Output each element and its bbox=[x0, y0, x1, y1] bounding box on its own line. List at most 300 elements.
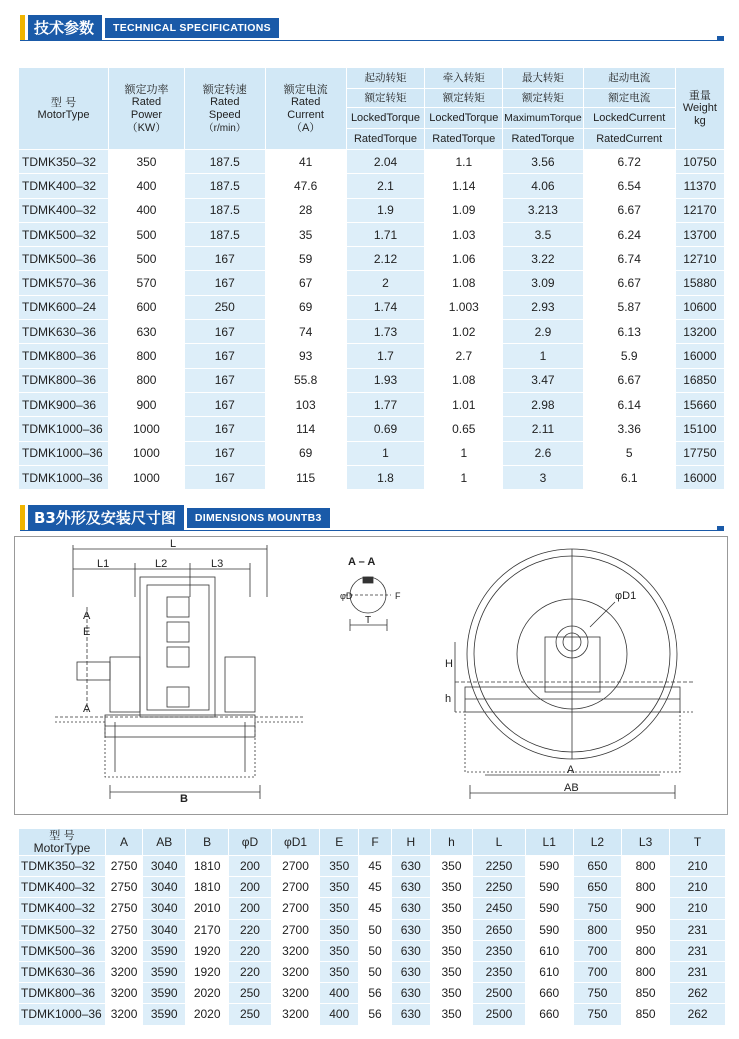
table-cell: 200 bbox=[229, 898, 272, 919]
table-cell: 350 bbox=[430, 961, 473, 982]
th-speed: 额定转速 Rated Speed （r/min） bbox=[184, 68, 265, 150]
table-cell: 2750 bbox=[105, 877, 142, 898]
table-cell: 850 bbox=[622, 983, 670, 1004]
th-pull-torque-en2: RatedTorque bbox=[425, 129, 503, 150]
table-cell: 400 bbox=[109, 174, 185, 198]
table-cell: 3200 bbox=[271, 1004, 320, 1025]
label-L: L bbox=[170, 538, 177, 550]
th-start-current-en1: LockedCurrent bbox=[583, 108, 675, 129]
table-cell: 2.7 bbox=[425, 344, 503, 368]
table-cell: 3200 bbox=[105, 983, 142, 1004]
table-cell: 400 bbox=[109, 198, 185, 222]
table-cell: 262 bbox=[670, 983, 726, 1004]
table-cell: 210 bbox=[670, 877, 726, 898]
table-cell: 200 bbox=[229, 856, 272, 877]
table-cell: 1810 bbox=[186, 856, 229, 877]
table-cell: 800 bbox=[622, 856, 670, 877]
table-cell: 56 bbox=[359, 983, 392, 1004]
table-cell: 350 bbox=[430, 919, 473, 940]
bearing-right bbox=[225, 657, 255, 712]
th-current: 额定电流 Rated Current （A） bbox=[265, 68, 346, 150]
th-dim-model: 型 号 MotorType bbox=[19, 829, 106, 856]
section-title-dimensions bbox=[20, 505, 330, 531]
table-row bbox=[19, 392, 725, 416]
table-cell: 2.1 bbox=[346, 174, 425, 198]
table-cell: 187.5 bbox=[184, 222, 265, 246]
table-cell: 3.5 bbox=[503, 222, 583, 246]
table-row bbox=[19, 877, 726, 898]
table-cell: 2700 bbox=[271, 919, 320, 940]
cell-model: TDMK500–32 bbox=[19, 222, 109, 246]
table-cell: 50 bbox=[359, 940, 392, 961]
table-row bbox=[19, 465, 725, 489]
th-start-torque-cn2: 额定转矩 bbox=[346, 89, 425, 108]
table-cell: 2.98 bbox=[503, 392, 583, 416]
table-cell: 660 bbox=[525, 1004, 573, 1025]
table-cell: 1.06 bbox=[425, 247, 503, 271]
motor-drawing-svg bbox=[15, 537, 727, 814]
table-cell: 167 bbox=[184, 417, 265, 441]
table-cell: 630 bbox=[391, 877, 430, 898]
th-dim-col: L2 bbox=[573, 829, 621, 856]
table-cell: 2010 bbox=[186, 898, 229, 919]
table-cell: 167 bbox=[184, 392, 265, 416]
label-phiD1: φD1 bbox=[615, 590, 637, 602]
section-divider-cap bbox=[717, 526, 724, 531]
table-cell: 800 bbox=[109, 344, 185, 368]
table-cell: 1.71 bbox=[346, 222, 425, 246]
table-cell: 3200 bbox=[271, 983, 320, 1004]
table-cell: 630 bbox=[109, 320, 185, 344]
table-cell: 2500 bbox=[473, 983, 525, 1004]
table-cell: 187.5 bbox=[184, 174, 265, 198]
cell-model: TDMK400–32 bbox=[19, 198, 109, 222]
table-cell: 47.6 bbox=[265, 174, 346, 198]
table-cell: 15660 bbox=[675, 392, 724, 416]
table-cell: 3.56 bbox=[503, 150, 583, 174]
table-cell: 350 bbox=[320, 856, 359, 877]
table-cell: 69 bbox=[265, 441, 346, 465]
table-cell: 4.06 bbox=[503, 174, 583, 198]
th-max-torque-en1: MaximumTorque bbox=[503, 108, 583, 129]
table-cell: 3.09 bbox=[503, 271, 583, 295]
table-cell: 2.93 bbox=[503, 295, 583, 319]
th-start-current-en2: RatedCurrent bbox=[583, 129, 675, 150]
table-cell: 5 bbox=[583, 441, 675, 465]
th-start-torque-en2: RatedTorque bbox=[346, 129, 425, 150]
th-start-current-cn: 起动电流 bbox=[583, 68, 675, 89]
table-cell: 6.24 bbox=[583, 222, 675, 246]
table-cell: 750 bbox=[573, 983, 621, 1004]
table-row bbox=[19, 368, 725, 392]
table-cell: 5.87 bbox=[583, 295, 675, 319]
table-cell: 350 bbox=[109, 150, 185, 174]
table-cell: 167 bbox=[184, 320, 265, 344]
table-row bbox=[19, 417, 725, 441]
th-dim-col: AB bbox=[143, 829, 186, 856]
label-A-top: A bbox=[83, 610, 91, 622]
th-dim-col: A bbox=[105, 829, 142, 856]
cell-model: TDMK350–32 bbox=[19, 856, 106, 877]
th-dim-col: h bbox=[430, 829, 473, 856]
table-cell: 500 bbox=[109, 247, 185, 271]
table-cell: 2700 bbox=[271, 856, 320, 877]
table-cell: 650 bbox=[573, 856, 621, 877]
table-cell: 1.01 bbox=[425, 392, 503, 416]
table-cell: 350 bbox=[320, 940, 359, 961]
title-accent bbox=[20, 15, 25, 41]
th-pull-torque-cn: 牵入转矩 bbox=[425, 68, 503, 89]
table-row bbox=[19, 247, 725, 271]
table-cell: 3590 bbox=[143, 1004, 186, 1025]
th-weight: 重量 Weight kg bbox=[675, 68, 724, 150]
cell-model: TDMK800–36 bbox=[19, 344, 109, 368]
table-cell: 3200 bbox=[271, 940, 320, 961]
table-cell: 2650 bbox=[473, 919, 525, 940]
label-B: B bbox=[180, 793, 188, 805]
table-cell: 11370 bbox=[675, 174, 724, 198]
table-row bbox=[19, 961, 726, 982]
table-cell: 93 bbox=[265, 344, 346, 368]
table-cell: 167 bbox=[184, 271, 265, 295]
section-title-en: TECHNICAL SPECIFICATIONS bbox=[105, 18, 279, 38]
table-row bbox=[19, 983, 726, 1004]
table-cell: 800 bbox=[109, 368, 185, 392]
table-cell: 2170 bbox=[186, 919, 229, 940]
table-cell: 350 bbox=[430, 983, 473, 1004]
table-cell: 231 bbox=[670, 940, 726, 961]
table-cell: 350 bbox=[430, 940, 473, 961]
th-start-current-cn2: 额定电流 bbox=[583, 89, 675, 108]
table-cell: 700 bbox=[573, 940, 621, 961]
table-cell: 114 bbox=[265, 417, 346, 441]
label-H: H bbox=[445, 658, 453, 670]
table-cell: 2.12 bbox=[346, 247, 425, 271]
table-row bbox=[19, 150, 725, 174]
table-row bbox=[19, 940, 726, 961]
th-dim-col: E bbox=[320, 829, 359, 856]
table-cell: 210 bbox=[670, 856, 726, 877]
table-cell: 800 bbox=[573, 919, 621, 940]
table-cell: 3040 bbox=[143, 919, 186, 940]
table-cell: 900 bbox=[622, 898, 670, 919]
table-cell: 6.67 bbox=[583, 198, 675, 222]
cell-model: TDMK400–32 bbox=[19, 174, 109, 198]
table-cell: 5.9 bbox=[583, 344, 675, 368]
cell-model: TDMK500–36 bbox=[19, 940, 106, 961]
table-cell: 1 bbox=[346, 441, 425, 465]
table-cell: 0.65 bbox=[425, 417, 503, 441]
table-cell: 28 bbox=[265, 198, 346, 222]
dimension-drawing bbox=[14, 536, 728, 815]
table-cell: 590 bbox=[525, 877, 573, 898]
table-cell: 610 bbox=[525, 940, 573, 961]
section-title-cn: B3外形及安装尺寸图 bbox=[28, 505, 184, 531]
th-dim-col: L bbox=[473, 829, 525, 856]
th-dim-col: φD bbox=[229, 829, 272, 856]
shaft-end bbox=[77, 662, 110, 680]
table-cell: 630 bbox=[391, 919, 430, 940]
table-cell: 13200 bbox=[675, 320, 724, 344]
table-cell: 400 bbox=[320, 983, 359, 1004]
table-cell: 6.14 bbox=[583, 392, 675, 416]
table-row bbox=[19, 198, 725, 222]
table-cell: 1.9 bbox=[346, 198, 425, 222]
label-A-bottom: A bbox=[83, 703, 91, 715]
table-cell: 900 bbox=[109, 392, 185, 416]
table-cell: 15880 bbox=[675, 271, 724, 295]
section-divider bbox=[20, 40, 724, 41]
table-cell: 220 bbox=[229, 961, 272, 982]
table-cell: 2450 bbox=[473, 898, 525, 919]
table-cell: 2700 bbox=[271, 898, 320, 919]
table-cell: 250 bbox=[229, 983, 272, 1004]
table-cell: 6.74 bbox=[583, 247, 675, 271]
th-max-torque-en2: RatedTorque bbox=[503, 129, 583, 150]
table-cell: 16850 bbox=[675, 368, 724, 392]
cell-model: TDMK900–36 bbox=[19, 392, 109, 416]
table-cell: 1.73 bbox=[346, 320, 425, 344]
table-cell: 13700 bbox=[675, 222, 724, 246]
table-cell: 3.47 bbox=[503, 368, 583, 392]
table-cell: 200 bbox=[229, 877, 272, 898]
table-cell: 2700 bbox=[271, 877, 320, 898]
table-cell: 1000 bbox=[109, 465, 185, 489]
table-row bbox=[19, 344, 725, 368]
th-dim-col: L3 bbox=[622, 829, 670, 856]
table-cell: 3 bbox=[503, 465, 583, 489]
th-pull-torque-cn2: 额定转矩 bbox=[425, 89, 503, 108]
section-title-specs bbox=[20, 15, 279, 41]
table-cell: 1000 bbox=[109, 441, 185, 465]
table-cell: 2 bbox=[346, 271, 425, 295]
th-dim-col: φD1 bbox=[271, 829, 320, 856]
table-cell: 3040 bbox=[143, 898, 186, 919]
cell-model: TDMK400–32 bbox=[19, 898, 106, 919]
table-cell: 1.93 bbox=[346, 368, 425, 392]
th-pull-torque-en1: LockedTorque bbox=[425, 108, 503, 129]
table-cell: 3.22 bbox=[503, 247, 583, 271]
table-cell: 3200 bbox=[105, 940, 142, 961]
table-cell: 800 bbox=[622, 940, 670, 961]
table-cell: 500 bbox=[109, 222, 185, 246]
table-cell: 6.54 bbox=[583, 174, 675, 198]
cell-model: TDMK500–36 bbox=[19, 247, 109, 271]
table-row bbox=[19, 1004, 726, 1025]
table-cell: 45 bbox=[359, 856, 392, 877]
table-cell: 16000 bbox=[675, 465, 724, 489]
table-row bbox=[19, 320, 725, 344]
table-cell: 3200 bbox=[105, 1004, 142, 1025]
table-cell: 1 bbox=[503, 344, 583, 368]
table-cell: 2350 bbox=[473, 961, 525, 982]
table-row bbox=[19, 856, 726, 877]
table-cell: 35 bbox=[265, 222, 346, 246]
table-cell: 1.03 bbox=[425, 222, 503, 246]
table-cell: 3.36 bbox=[583, 417, 675, 441]
table-cell: 1.77 bbox=[346, 392, 425, 416]
table-cell: 350 bbox=[320, 877, 359, 898]
label-h: h bbox=[445, 693, 452, 705]
table-cell: 1.1 bbox=[425, 150, 503, 174]
table-row bbox=[19, 271, 725, 295]
title-accent bbox=[20, 505, 25, 531]
table-cell: 2750 bbox=[105, 919, 142, 940]
table-cell: 2350 bbox=[473, 940, 525, 961]
table-cell: 350 bbox=[430, 877, 473, 898]
table-cell: 17750 bbox=[675, 441, 724, 465]
table-cell: 400 bbox=[320, 1004, 359, 1025]
section-divider bbox=[20, 530, 724, 531]
table-cell: 1.74 bbox=[346, 295, 425, 319]
table-cell: 220 bbox=[229, 919, 272, 940]
section-title-en: DIMENSIONS MOUNTB3 bbox=[187, 508, 330, 528]
table-row bbox=[19, 919, 726, 940]
table-cell: 16000 bbox=[675, 344, 724, 368]
table-cell: 167 bbox=[184, 368, 265, 392]
table-cell: 610 bbox=[525, 961, 573, 982]
table-cell: 800 bbox=[622, 877, 670, 898]
table-cell: 0.69 bbox=[346, 417, 425, 441]
table-row bbox=[19, 441, 725, 465]
base-end bbox=[465, 687, 680, 712]
table-cell: 262 bbox=[670, 1004, 726, 1025]
table-cell: 187.5 bbox=[184, 198, 265, 222]
table-cell: 103 bbox=[265, 392, 346, 416]
table-cell: 700 bbox=[573, 961, 621, 982]
table-cell: 6.67 bbox=[583, 271, 675, 295]
label-L3: L3 bbox=[211, 558, 224, 570]
table-cell: 59 bbox=[265, 247, 346, 271]
th-start-torque-en1: LockedTorque bbox=[346, 108, 425, 129]
table-cell: 250 bbox=[184, 295, 265, 319]
label-F: F bbox=[395, 591, 401, 601]
th-max-torque-cn: 最大转矩 bbox=[503, 68, 583, 89]
cell-model: TDMK350–32 bbox=[19, 150, 109, 174]
table-row bbox=[19, 222, 725, 246]
cell-model: TDMK1000–36 bbox=[19, 465, 109, 489]
table-cell: 1.08 bbox=[425, 271, 503, 295]
table-cell: 3040 bbox=[143, 856, 186, 877]
table-cell: 350 bbox=[320, 898, 359, 919]
label-phiD: φD bbox=[340, 591, 353, 601]
table-cell: 850 bbox=[622, 1004, 670, 1025]
th-dim-col: B bbox=[186, 829, 229, 856]
th-dim-col: L1 bbox=[525, 829, 573, 856]
table-cell: 2.11 bbox=[503, 417, 583, 441]
cell-model: TDMK630–36 bbox=[19, 961, 106, 982]
cell-model: TDMK630–36 bbox=[19, 320, 109, 344]
table-cell: 50 bbox=[359, 961, 392, 982]
table-cell: 350 bbox=[320, 961, 359, 982]
table-cell: 250 bbox=[229, 1004, 272, 1025]
table-cell: 10600 bbox=[675, 295, 724, 319]
table-cell: 630 bbox=[391, 898, 430, 919]
table-cell: 45 bbox=[359, 898, 392, 919]
table-row bbox=[19, 295, 725, 319]
table-cell: 1920 bbox=[186, 940, 229, 961]
label-L1: L1 bbox=[97, 558, 110, 570]
table-cell: 41 bbox=[265, 150, 346, 174]
table-cell: 3200 bbox=[271, 961, 320, 982]
table-cell: 650 bbox=[573, 877, 621, 898]
table-cell: 210 bbox=[670, 898, 726, 919]
section-title-cn: 技术参数 bbox=[28, 15, 102, 41]
table-cell: 69 bbox=[265, 295, 346, 319]
table-cell: 570 bbox=[109, 271, 185, 295]
table-cell: 1810 bbox=[186, 877, 229, 898]
table-cell: 56 bbox=[359, 1004, 392, 1025]
table-cell: 660 bbox=[525, 983, 573, 1004]
th-start-torque-cn: 起动转矩 bbox=[346, 68, 425, 89]
table-cell: 630 bbox=[391, 961, 430, 982]
table-cell: 590 bbox=[525, 856, 573, 877]
label-A: A bbox=[567, 764, 575, 776]
section-divider-cap bbox=[717, 36, 724, 41]
table-cell: 630 bbox=[391, 983, 430, 1004]
leader-D1 bbox=[590, 602, 615, 627]
table-cell: 187.5 bbox=[184, 150, 265, 174]
table-cell: 2020 bbox=[186, 983, 229, 1004]
table-cell: 3590 bbox=[143, 961, 186, 982]
table-cell: 6.13 bbox=[583, 320, 675, 344]
table-cell: 2750 bbox=[105, 898, 142, 919]
table-cell: 3.213 bbox=[503, 198, 583, 222]
table-cell: 750 bbox=[573, 1004, 621, 1025]
table-cell: 50 bbox=[359, 919, 392, 940]
table-cell: 1.09 bbox=[425, 198, 503, 222]
table-row bbox=[19, 174, 725, 198]
table-cell: 1.7 bbox=[346, 344, 425, 368]
table-cell: 590 bbox=[525, 919, 573, 940]
table-cell: 1000 bbox=[109, 417, 185, 441]
label-L2: L2 bbox=[155, 558, 168, 570]
th-max-torque-cn2: 额定转矩 bbox=[503, 89, 583, 108]
table-cell: 15100 bbox=[675, 417, 724, 441]
cell-model: TDMK800–36 bbox=[19, 983, 106, 1004]
cell-model: TDMK570–36 bbox=[19, 271, 109, 295]
table-cell: 3040 bbox=[143, 877, 186, 898]
cell-model: TDMK600–24 bbox=[19, 295, 109, 319]
table-cell: 2.6 bbox=[503, 441, 583, 465]
table-cell: 231 bbox=[670, 961, 726, 982]
table-cell: 12710 bbox=[675, 247, 724, 271]
table-cell: 630 bbox=[391, 856, 430, 877]
table-cell: 1.08 bbox=[425, 368, 503, 392]
table-cell: 167 bbox=[184, 247, 265, 271]
table-row bbox=[19, 898, 726, 919]
table-cell: 3590 bbox=[143, 983, 186, 1004]
th-dim-col: F bbox=[359, 829, 392, 856]
table-cell: 1.8 bbox=[346, 465, 425, 489]
table-cell: 231 bbox=[670, 919, 726, 940]
label-AB: AB bbox=[564, 782, 579, 794]
table-cell: 167 bbox=[184, 441, 265, 465]
table-cell: 74 bbox=[265, 320, 346, 344]
table-cell: 45 bbox=[359, 877, 392, 898]
table-cell: 1920 bbox=[186, 961, 229, 982]
table-cell: 630 bbox=[391, 1004, 430, 1025]
table-cell: 1.02 bbox=[425, 320, 503, 344]
th-dim-col: H bbox=[391, 829, 430, 856]
label-section: A – A bbox=[348, 556, 376, 568]
dimension-table bbox=[18, 828, 726, 1026]
table-cell: 2750 bbox=[105, 856, 142, 877]
th-dim-col: T bbox=[670, 829, 726, 856]
table-cell: 220 bbox=[229, 940, 272, 961]
table-cell: 1 bbox=[425, 465, 503, 489]
table-cell: 2.9 bbox=[503, 320, 583, 344]
